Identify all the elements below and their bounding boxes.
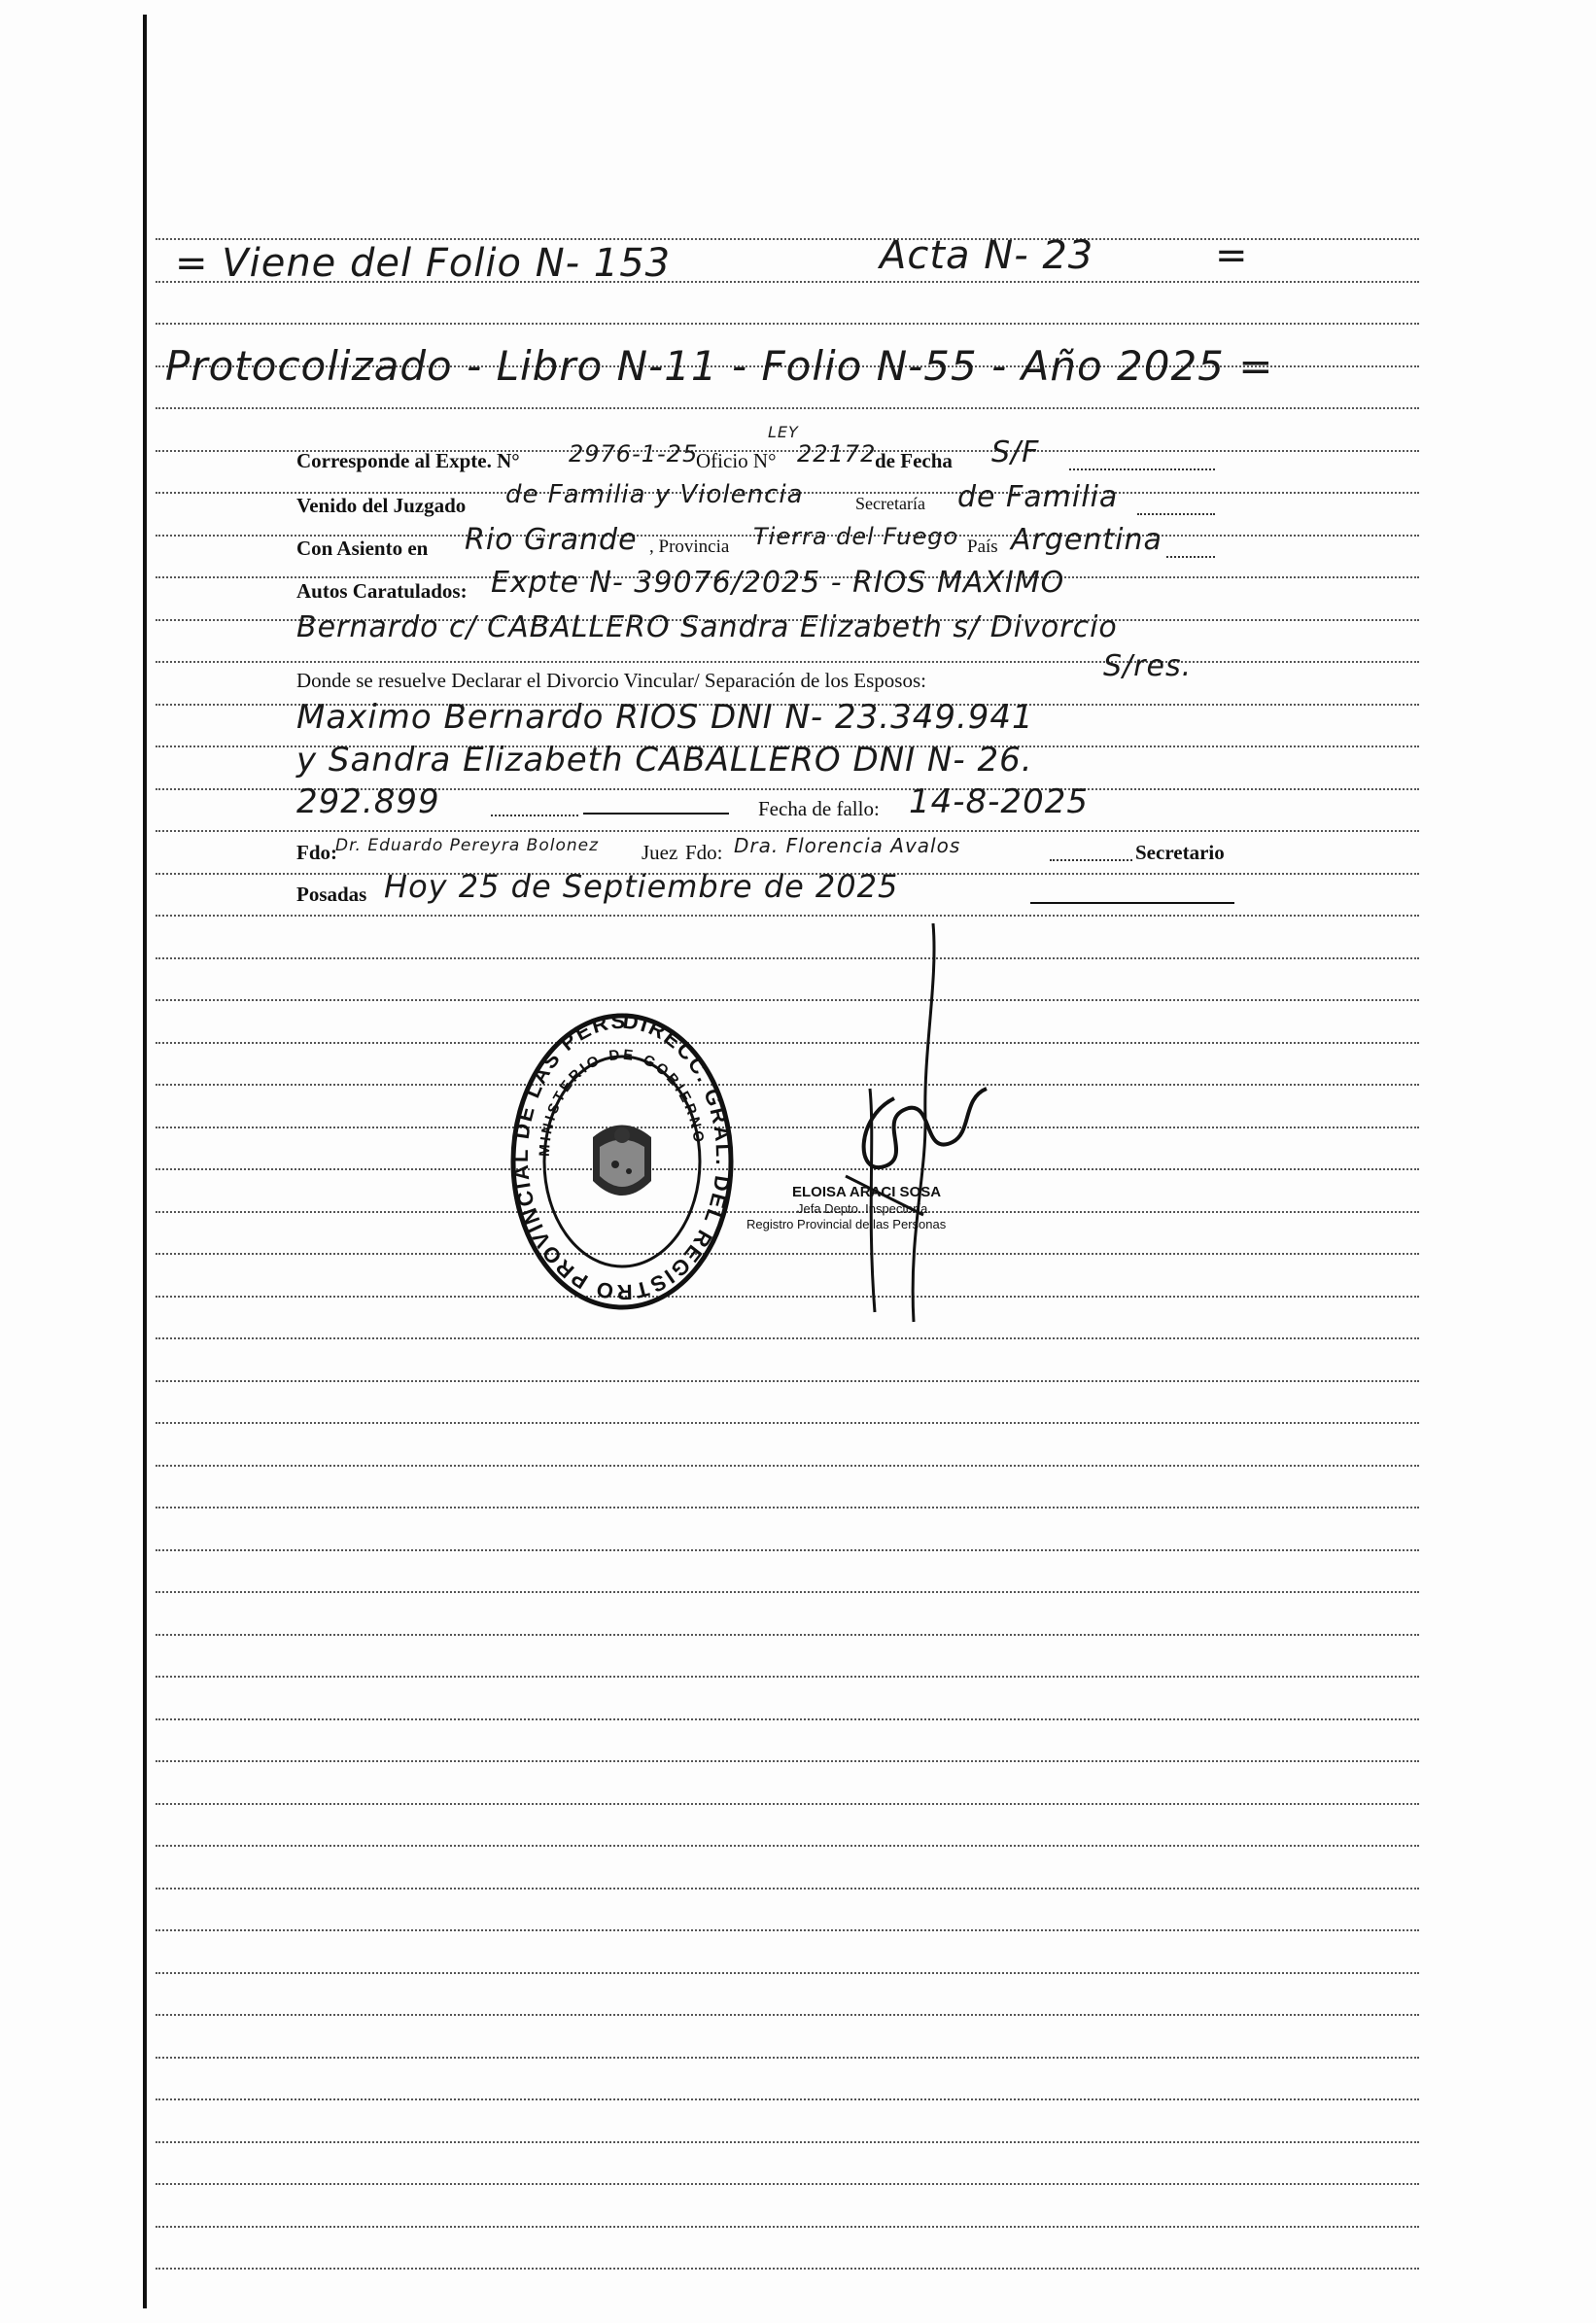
svg-text:MINISTERIO DE GOBIERNO: MINISTERIO DE GOBIERNO — [536, 1046, 708, 1158]
posadas-value: Hoy 25 de Septiembre de 2025 — [384, 868, 899, 905]
ruled-line — [156, 1591, 1419, 1593]
provincia-value: Tierra del Fuego — [753, 523, 959, 550]
handwritten-signature — [816, 923, 1011, 1336]
fallo-label: Fecha de fallo: — [758, 797, 880, 820]
esposo-2: y Sandra Elizabeth CABALLERO DNI N- 26. — [296, 741, 1033, 780]
margin-line — [143, 15, 147, 2308]
ruled-line — [156, 1634, 1419, 1636]
juez-label: Juez — [642, 841, 678, 864]
asiento-label: Con Asiento en — [296, 537, 429, 560]
ruled-line — [156, 407, 1419, 409]
ruled-line — [156, 661, 1419, 663]
ruled-line — [156, 1718, 1419, 1720]
ruled-line — [156, 2268, 1419, 2270]
ruled-line — [156, 1760, 1419, 1762]
oficio-label: Oficio N° — [696, 449, 777, 472]
ruled-line — [156, 1253, 1419, 1255]
esposo-1: Maximo Bernardo RIOS DNI N- 23.349.941 — [296, 698, 1034, 737]
ruled-line — [156, 1507, 1419, 1508]
ruled-line — [156, 2183, 1419, 2185]
signer-org: Registro Provincial de las Personas — [746, 1217, 947, 1231]
viene-del-folio: = Viene del Folio N- 153 — [175, 241, 672, 286]
ruled-line — [156, 1211, 1419, 1213]
ruled-line — [156, 1296, 1419, 1298]
ruled-line — [156, 1845, 1419, 1847]
signer-title: Jefa Depto. Inspectoría — [797, 1201, 928, 1216]
ruled-line — [156, 1337, 1419, 1339]
ruled-line — [156, 1042, 1419, 1044]
signer-name: ELOISA ARACI SOSA — [792, 1184, 942, 1200]
ruled-line — [156, 999, 1419, 1001]
ruled-line — [156, 323, 1419, 325]
ruled-line — [156, 1929, 1419, 1931]
fdo-juez-value: Dr. Eduardo Pereyra Bolonez — [335, 836, 600, 855]
fdo2-label: Fdo: — [685, 841, 723, 864]
autos-value-2: Bernardo c/ CABALLERO Sandra Elizabeth s/ Divorcio — [296, 610, 1118, 644]
dotted-fill — [1050, 859, 1132, 861]
dotted-fill — [1069, 468, 1215, 470]
underline — [1030, 902, 1234, 904]
asiento-value: Rio Grande — [465, 523, 638, 557]
ruled-line — [156, 2057, 1419, 2059]
ruled-line — [156, 1676, 1419, 1678]
donde-value: S/res. — [1103, 649, 1193, 683]
oficio-value: 22172 — [797, 440, 877, 468]
ruled-line — [156, 1465, 1419, 1467]
ruled-line — [156, 2014, 1419, 2016]
fdo-label: Fdo: — [296, 841, 337, 864]
ruled-line — [156, 1168, 1419, 1170]
ruled-line — [156, 830, 1419, 832]
header-end-mark: = — [1215, 233, 1249, 278]
posadas-label: Posadas — [296, 883, 367, 906]
ruled-line — [156, 1380, 1419, 1382]
ruled-line — [156, 1803, 1419, 1805]
ruled-line — [156, 1084, 1419, 1086]
expte-label: Corresponde al Expte. N° — [296, 449, 520, 472]
donde-label: Donde se resuelve Declarar el Divorcio Vincular/ Separación de los Esposos: — [296, 669, 926, 692]
secretaria-label: Secretaría — [855, 494, 925, 513]
ruled-line — [156, 2141, 1419, 2143]
juzgado-value: de Familia y Violencia — [505, 480, 804, 509]
ruled-line — [156, 915, 1419, 917]
fallo-value: 14-8-2025 — [909, 782, 1089, 821]
ruled-line — [156, 2226, 1419, 2228]
underline — [583, 813, 729, 815]
secretario-label: Secretario — [1135, 841, 1225, 864]
juzgado-label: Venido del Juzgado — [296, 494, 467, 517]
ruled-line — [156, 1972, 1419, 1974]
oficio-note: LEY — [768, 423, 799, 441]
ruled-line — [156, 1888, 1419, 1890]
secretaria-value: de Familia — [957, 480, 1119, 514]
pais-value: Argentina — [1011, 523, 1162, 557]
protocolizado-line: Protocolizado - Libro N-11 - Folio N-55 - Año 2025 = — [165, 342, 1274, 390]
pais-label: País — [967, 537, 998, 557]
provincia-label: , Provincia — [649, 537, 730, 557]
ruled-line — [156, 1127, 1419, 1128]
ruled-line — [156, 1422, 1419, 1424]
fecha-value: S/F — [991, 435, 1040, 469]
dotted-fill — [1166, 556, 1215, 558]
fecha-label: de Fecha — [875, 449, 953, 472]
svg-text:DIRECC. GRAL. DEL REGISTRO PRO: DIRECC. GRAL. DEL REGISTRO PROVINCIAL DE LAS PERS — [510, 1011, 734, 1305]
acta-number: Acta N- 23 — [880, 233, 1094, 278]
ruled-line — [156, 1549, 1419, 1551]
ruled-line — [156, 2098, 1419, 2100]
expte-value: 2976-1-25 — [569, 440, 699, 468]
dotted-fill — [491, 815, 578, 816]
fdo-secretario-value: Dra. Florencia Avalos — [734, 834, 961, 857]
ruled-line — [156, 957, 1419, 959]
autos-value-1: Expte N- 39076/2025 - RIOS MAXIMO — [491, 566, 1065, 600]
dotted-fill — [1137, 513, 1215, 515]
esposo-3: 292.899 — [296, 782, 440, 821]
autos-label: Autos Caratulados: — [296, 579, 468, 603]
official-seal — [510, 1011, 734, 1317]
